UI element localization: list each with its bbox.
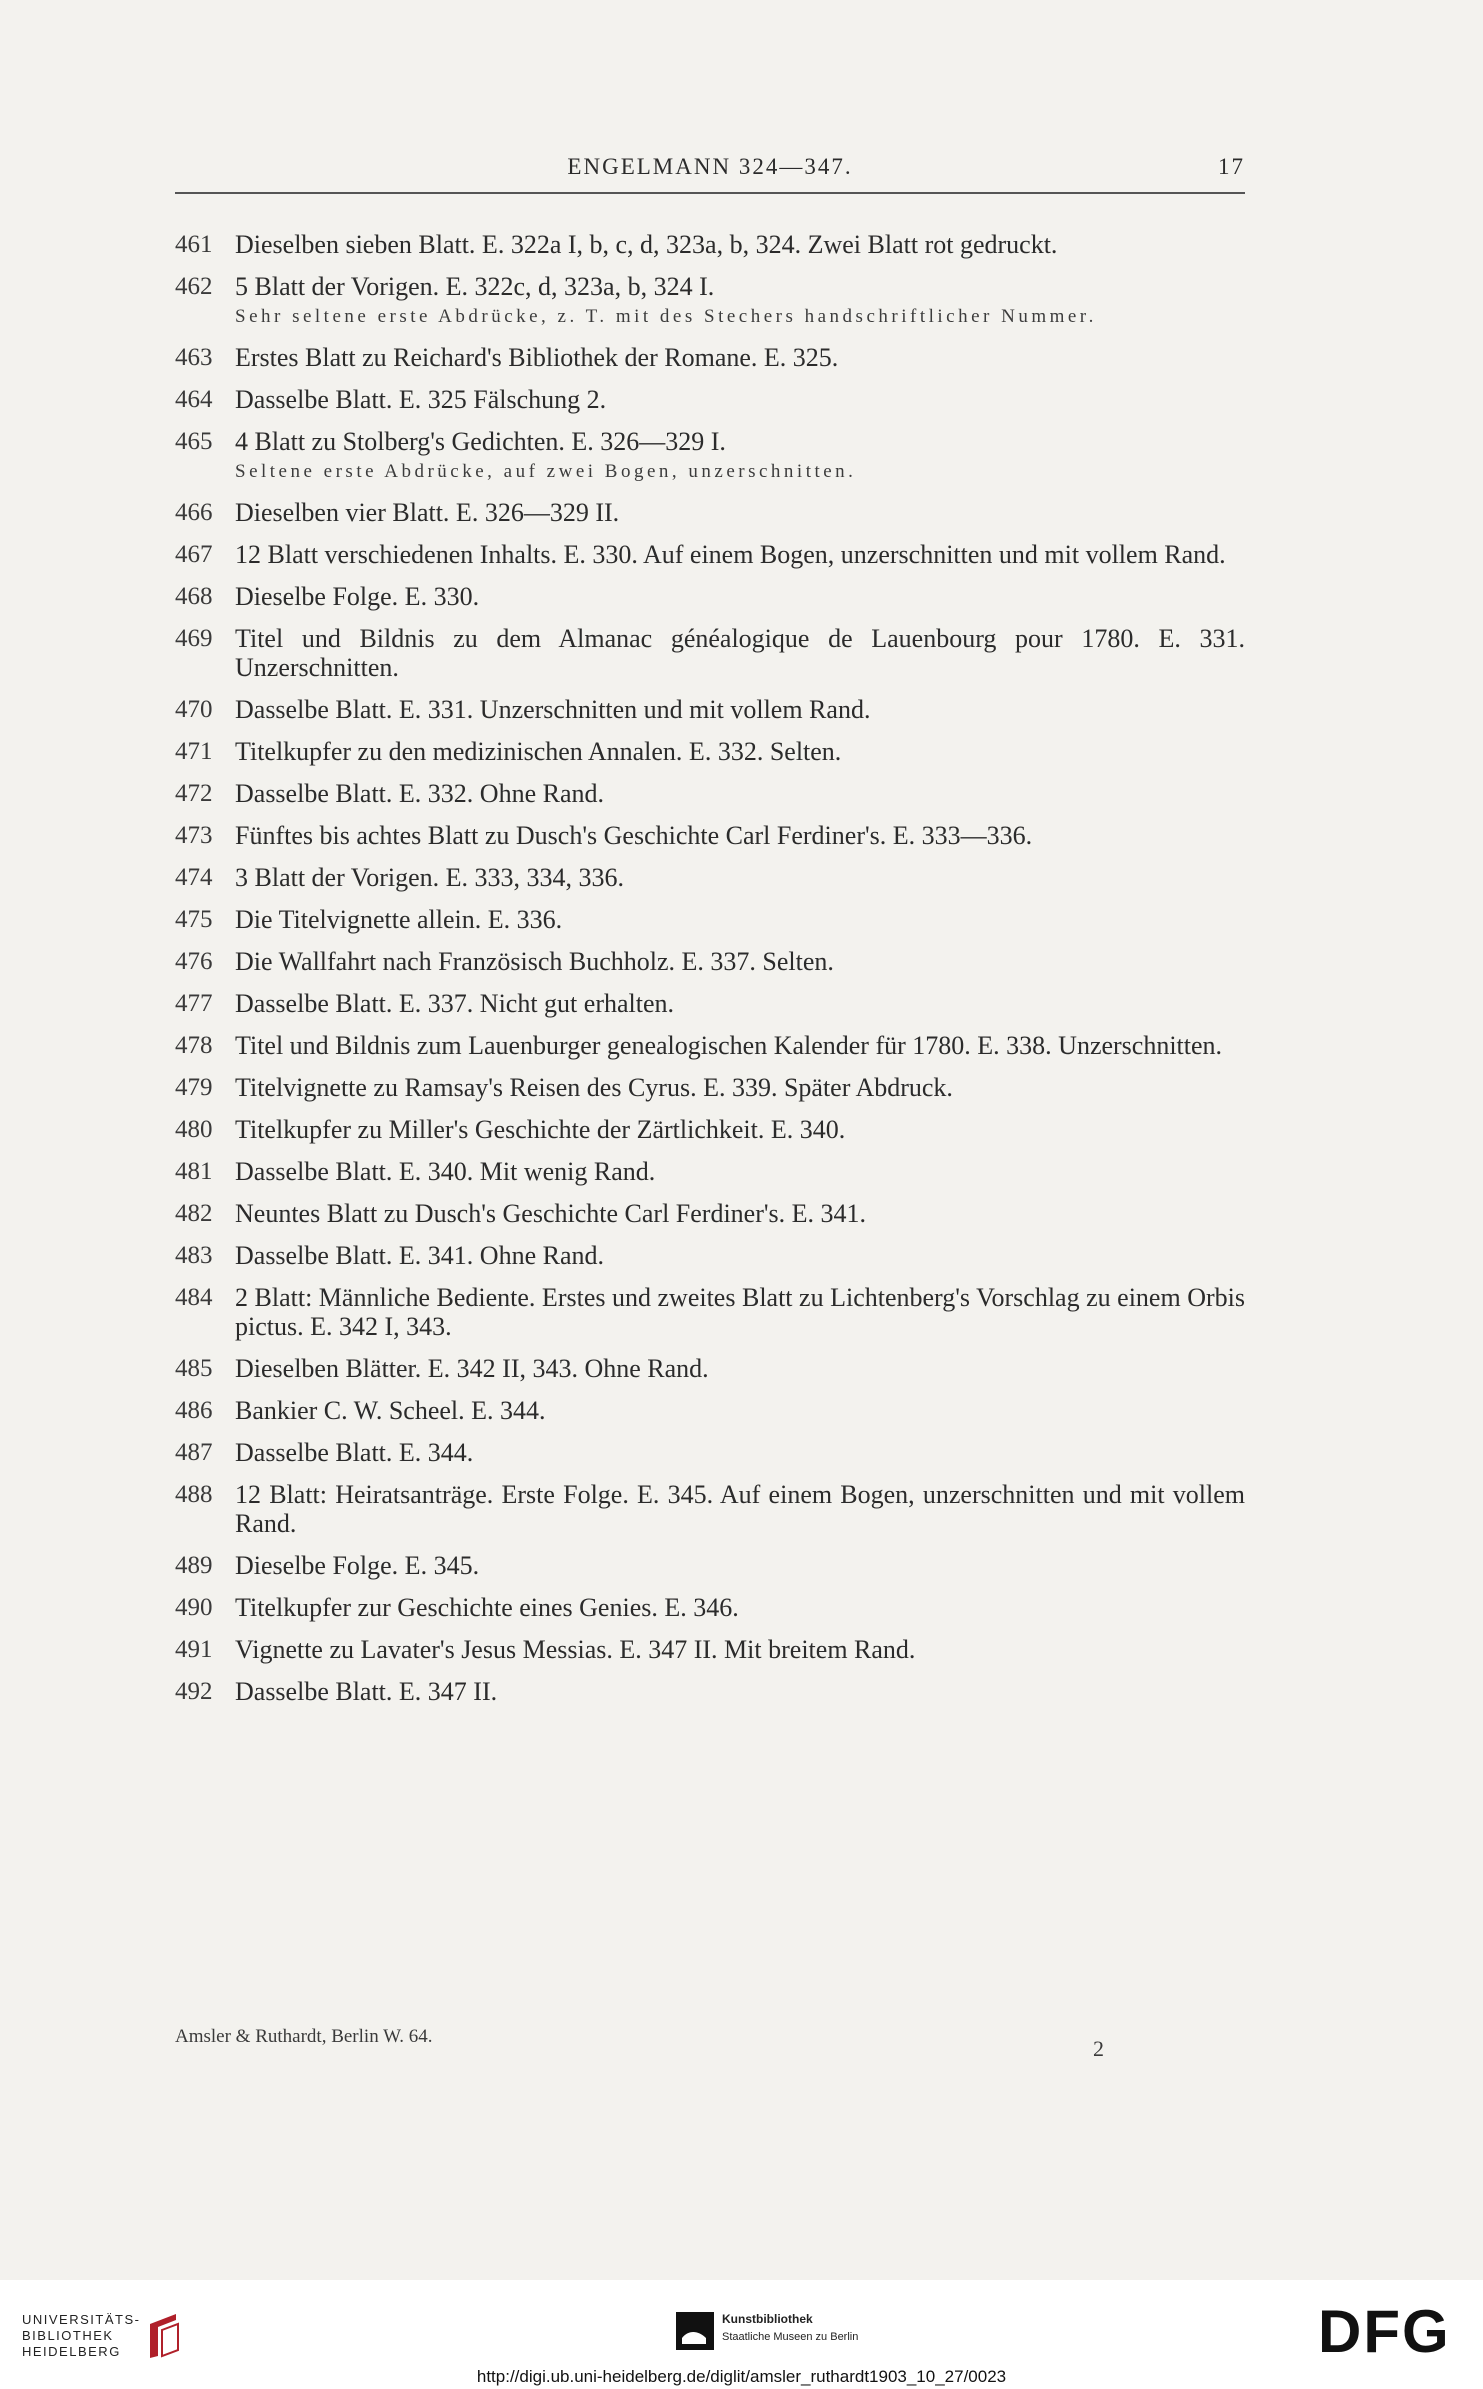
catalog-entry [175,230,1245,259]
entry-text: Die Titelvignette allein. E. 336. [235,905,563,934]
entry-text: Dasselbe Blatt. E. 344. [235,1438,474,1467]
entry-number: 465 [175,428,213,455]
entry-body [235,1438,1245,1467]
entry-body [235,1593,1245,1622]
entry-text: Titelkupfer zu den medizinischen Annalen. E. 332. Selten. [235,737,842,766]
entry-number: 477 [175,990,213,1017]
catalog-entry [175,1199,1245,1228]
entry-number: 476 [175,948,213,975]
entry-number: 474 [175,864,213,891]
entry-body [235,1635,1245,1664]
entry-number: 466 [175,499,213,526]
entry-body [235,1480,1245,1538]
catalog-entry [175,863,1245,892]
entry-body [235,1199,1245,1228]
entry-text: Titel und Bildnis zum Lauenburger genealogischen Kalender für 1780. E. 338. Unzerschnitten. [235,1031,1223,1060]
catalog-entry [175,582,1245,611]
catalog-entry [175,989,1245,1018]
museum-label: Staatliche Museen zu Berlin [722,2331,859,2343]
catalog-entry [175,427,1245,485]
entry-body [235,1115,1245,1144]
catalog-entry [175,343,1245,372]
page-number: 17 [1218,154,1245,179]
entry-body [235,779,1245,808]
catalog-entry [175,1551,1245,1580]
entry-body [235,1396,1245,1425]
kunstbibliothek-logo[interactable] [676,2312,858,2350]
entry-number: 467 [175,541,213,568]
catalog-entry [175,779,1245,808]
entry-body [235,1354,1245,1383]
catalog-entry [175,1115,1245,1144]
catalog-entry [175,737,1245,766]
entry-number: 461 [175,231,213,258]
library-footer [0,2280,1483,2389]
catalog-entry [175,1396,1245,1425]
entry-number: 488 [175,1481,213,1508]
entry-text: 12 Blatt verschiedenen Inhalts. E. 330. Auf einem Bogen, unzerschnitten und mit vollem Rand. [235,540,1226,569]
entry-number: 479 [175,1074,213,1101]
entry-number: 483 [175,1242,213,1269]
dfg-logo[interactable]: DFG [1318,2298,1451,2365]
catalog-entry [175,498,1245,527]
entry-number: 470 [175,696,213,723]
catalog-entry [175,540,1245,569]
catalog-entry [175,1438,1245,1467]
university-line-3: HEIDELBERG [22,2344,121,2359]
entry-body [235,272,1245,330]
entry-body [235,737,1245,766]
catalog-entry [175,1241,1245,1270]
catalog-entry [175,905,1245,934]
printer-imprint: Amsler & Ruthardt, Berlin W. 64. [175,2026,433,2047]
entry-text: Titelvignette zu Ramsay's Reisen des Cyrus. E. 339. Später Abdruck. [235,1073,953,1102]
catalog-entry [175,272,1245,330]
kunstbibliothek-label: Kunstbibliothek [722,2312,813,2326]
entry-number: 480 [175,1116,213,1143]
entry-text: Neuntes Blatt zu Dusch's Geschichte Carl Ferdiner's. E. 341. [235,1199,867,1228]
entry-body [235,540,1245,569]
permalink-url[interactable]: http://digi.ub.uni-heidelberg.de/diglit/amsler_ruthardt1903_10_27/0023 [476,2367,1007,2386]
entry-body [235,1241,1245,1270]
catalog-entry [175,1031,1245,1060]
entry-number: 464 [175,386,213,413]
entry-body [235,498,1245,527]
entry-number: 468 [175,583,213,610]
entry-body [235,1031,1245,1060]
entry-body [235,1283,1245,1341]
entry-number: 484 [175,1284,213,1311]
entry-number: 462 [175,273,213,300]
entry-body [235,1677,1245,1706]
entry-text: Titelkupfer zu Miller's Geschichte der Zärtlichkeit. E. 340. [235,1115,846,1144]
entry-number: 469 [175,625,213,652]
entry-text: Die Wallfahrt nach Französisch Buchholz. E. 337. Selten. [235,947,834,976]
catalog-entry [175,1283,1245,1341]
catalog-entry [175,1480,1245,1538]
entry-number: 481 [175,1158,213,1185]
entry-text: Dasselbe Blatt. E. 331. Unzerschnitten und mit vollem Rand. [235,695,871,724]
kunstbibliothek-icon [676,2312,714,2350]
entry-number: 471 [175,738,213,765]
catalog-entry [175,1677,1245,1706]
entry-number: 492 [175,1678,213,1705]
entry-text: 3 Blatt der Vorigen. E. 333, 334, 336. [235,863,625,892]
catalog-entry [175,695,1245,724]
catalog-entry [175,947,1245,976]
entry-number: 482 [175,1200,213,1227]
catalog-entry [175,821,1245,850]
entry-number: 486 [175,1397,213,1424]
entry-number: 489 [175,1552,213,1579]
entry-text: Dieselben vier Blatt. E. 326—329 II. [235,498,620,527]
entry-text: Dieselbe Folge. E. 330. [235,582,480,611]
entry-text: Dieselben sieben Blatt. E. 322a I, b, c, d, 323a, b, 324. Zwei Blatt rot gedruckt. [235,230,1058,259]
entry-text: Titelkupfer zur Geschichte eines Genies. E. 346. [235,1593,739,1622]
entry-body [235,947,1245,976]
catalog-entry [175,1635,1245,1664]
catalog-entry [175,624,1245,682]
entry-body [235,863,1245,892]
entry-text: Titel und Bildnis zu dem Almanac généalogique de Lauenbourg pour 1780. E. 331. Unzerschnitten. [235,624,1245,682]
entry-body [235,230,1245,259]
entry-body [235,905,1245,934]
catalog-entries [175,230,1245,1719]
entry-body [235,989,1245,1018]
header-title: ENGELMANN 324—347. [567,154,853,179]
entry-text: Dasselbe Blatt. E. 340. Mit wenig Rand. [235,1157,656,1186]
catalog-entry [175,1157,1245,1186]
entry-number: 472 [175,780,213,807]
entry-number: 490 [175,1594,213,1621]
entry-number: 475 [175,906,213,933]
entry-number: 463 [175,344,213,371]
entry-body [235,1073,1245,1102]
entry-text: 12 Blatt: Heiratsanträge. Erste Folge. E. 345. Auf einem Bogen, unzerschnitten und mit vollem Rand. [235,1480,1245,1538]
entry-text: Fünftes bis achtes Blatt zu Dusch's Geschichte Carl Ferdiner's. E. 333—336. [235,821,1033,850]
entry-number: 473 [175,822,213,849]
signature-mark: 2 [1093,2036,1104,2061]
entry-note: Seltene erste Abdrücke, auf zwei Bogen, unzerschnitten. [235,461,857,482]
entry-text: 2 Blatt: Männliche Bediente. Erstes und zweites Blatt zu Lichtenberg's Vorschlag zu einem Orbis pictus. E. 342 I, 343. [235,1283,1245,1341]
catalog-entry [175,1593,1245,1622]
entry-text: Vignette zu Lavater's Jesus Messias. E. 347 II. Mit breitem Rand. [235,1635,916,1664]
entry-text: Dasselbe Blatt. E. 325 Fälschung 2. [235,385,607,414]
entry-text: Dasselbe Blatt. E. 332. Ohne Rand. [235,779,604,808]
running-header [175,152,1245,194]
university-line-1: UNIVERSITÄTS- [22,2312,141,2327]
catalog-entry [175,385,1245,414]
entry-number: 478 [175,1032,213,1059]
entry-text: Dasselbe Blatt. E. 347 II. [235,1677,498,1706]
entry-body [235,582,1245,611]
entry-number: 491 [175,1636,213,1663]
university-line-2: BIBLIOTHEK [22,2328,114,2343]
entry-text: Dasselbe Blatt. E. 341. Ohne Rand. [235,1241,604,1270]
entry-text: Dasselbe Blatt. E. 337. Nicht gut erhalten. [235,989,675,1018]
entry-body [235,821,1245,850]
entry-number: 485 [175,1355,213,1382]
entry-text: 4 Blatt zu Stolberg's Gedichten. E. 326—329 I. [235,427,726,456]
entry-text: Dieselben Blätter. E. 342 II, 343. Ohne Rand. [235,1354,709,1383]
entry-note: Sehr seltene erste Abdrücke, z. T. mit des Stechers handschriftlicher Nummer. [235,306,1097,327]
catalog-entry [175,1354,1245,1383]
entry-number: 487 [175,1439,213,1466]
entry-body [235,385,1245,414]
entry-body [235,427,1245,485]
entry-body [235,1551,1245,1580]
entry-body [235,1157,1245,1186]
university-library-logo[interactable] [22,2310,182,2362]
entry-text: Dieselbe Folge. E. 345. [235,1551,480,1580]
entry-body [235,343,1245,372]
entry-body [235,695,1245,724]
catalog-entry [175,1073,1245,1102]
entry-text: Erstes Blatt zu Reichard's Bibliothek der Romane. E. 325. [235,343,839,372]
entry-body [235,624,1245,682]
entry-text: 5 Blatt der Vorigen. E. 322c, d, 323a, b, 324 I. [235,272,715,301]
entry-text: Bankier C. W. Scheel. E. 344. [235,1396,546,1425]
heidelberg-emblem-icon [146,2310,182,2362]
